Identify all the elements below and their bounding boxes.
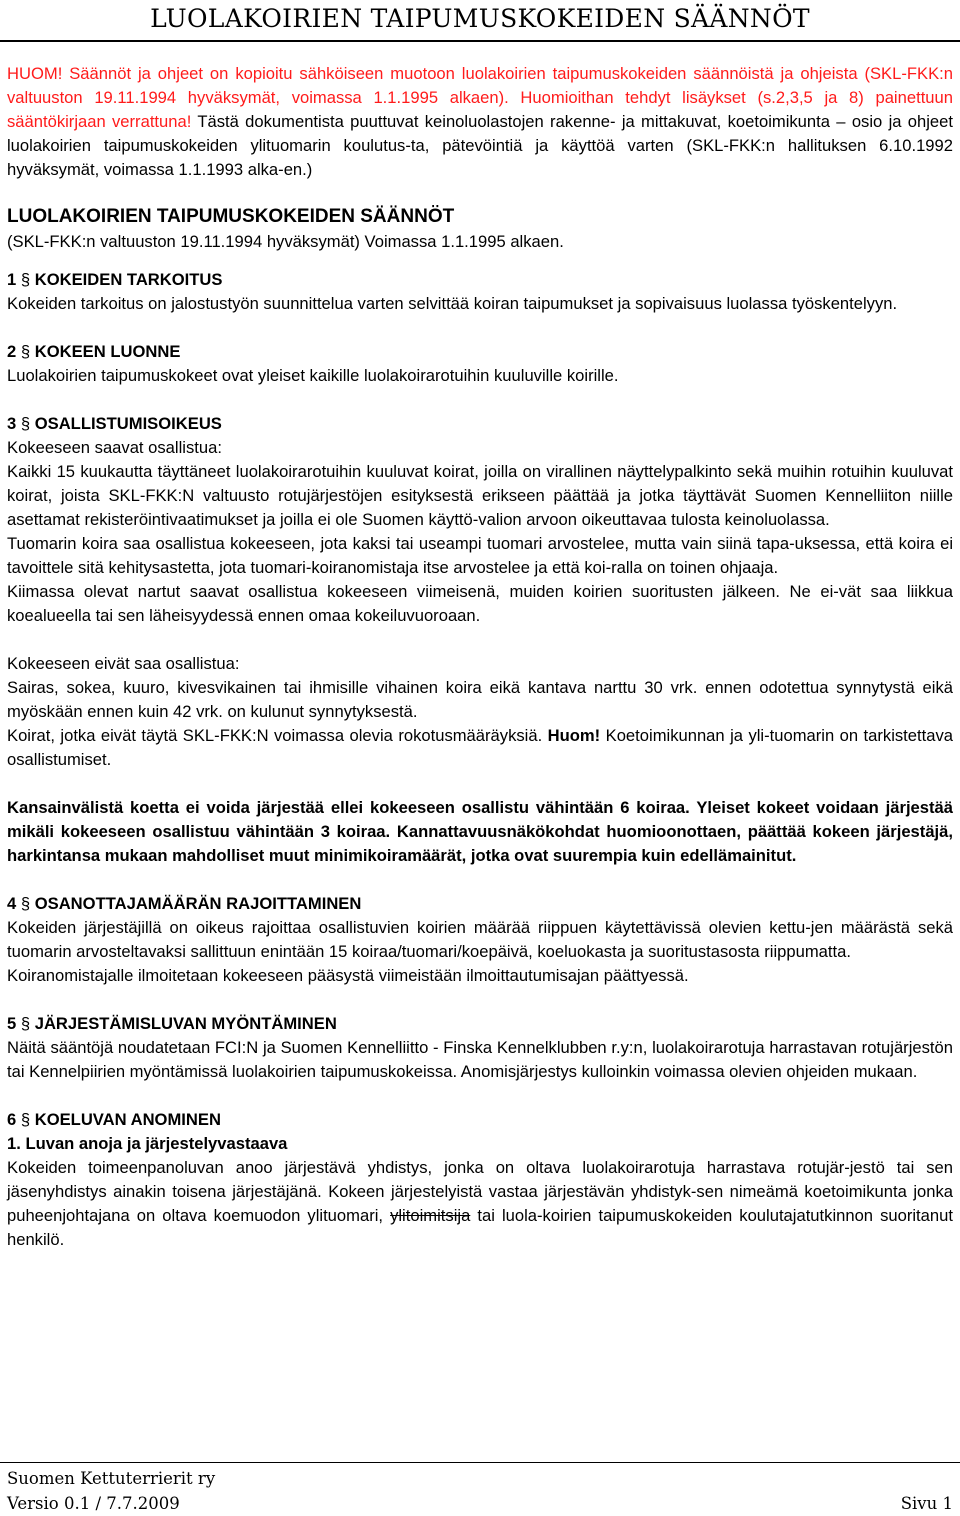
section-3-p2: Kaikki 15 kuukautta täyttäneet luolakoirarotuihin kuuluvat koirat, joilla on virallinen näyttelypalkinto sekä muihin rotuihin kuuluvat koirat, joista SKL-FKK:N valtuusto rotujärjestöjen esityksestä erikseen päättää ja jotka täyttävät Suomen Kennelliiton niille asettamat rekisteröintivaatimukset ja joilla ei ole Suomen käyttö-valion arvoon oikeuttavaa tulosta keinoluolassa. — [7, 462, 953, 529]
notice-red-text: HUOM! Säännöt ja ohjeet on kopioitu sähköiseen muotoon luolakoirien taipumuskokeiden säännöistä ja ohjeista (SKL-FKK:n valtuuston 19.11.1994 hyväksymät, voimassa 1.1.1995 alkaen). Huomioithan tehdyt lisäykset (s.2,3,5 ja 8) painettuun sääntökirjaan verrattuna! — [7, 64, 953, 131]
section-6-p1-struck: ylitoimitsija — [390, 1206, 471, 1225]
section-3-p7-rest: Koetoimikunnan ja yli-tuomarin on tarkistettava osallistumiset. — [7, 726, 953, 769]
section-3-number: 3 — [7, 414, 17, 433]
section-sign: § — [20, 1014, 31, 1033]
section-4-title: OSANOTTAJAMÄÄRÄN RAJOITTAMINEN — [34, 894, 362, 913]
section-3-p7-huom: Huom! — [547, 726, 601, 745]
section-5-number: 5 — [7, 1014, 17, 1033]
document-title: LUOLAKOIRIEN TAIPUMUSKOKEIDEN SÄÄNNÖT — [7, 206, 455, 227]
section-5-heading — [7, 1012, 953, 1036]
section-3-p4: Kiimassa olevat nartut saavat osallistua kokeeseen viimeisenä, muiden koirien suoritusten jälkeen. Ne ei-vät saa liikkua koealueella tai sen läheisyydessä ennen omaa kokeiluvuoroaan. — [7, 582, 953, 625]
section-2-number: 2 — [7, 342, 17, 361]
footer-page-number: Sivu 1 — [900, 1494, 953, 1513]
section-3-p7-text: Koirat, jotka eivät täytä SKL-FKK:N voimassa olevia rokotusmääräyksiä. — [7, 726, 543, 745]
section-3-p6: Sairas, sokea, kuuro, kivesvikainen tai ihmisille vihainen koira eikä kantava narttu 30 vrk. ennen odotettua synnytystä eikä myöskään ennen kuin 42 vrk. on kulunut synnytyksestä. — [7, 678, 953, 721]
section-6-p1 — [7, 1156, 953, 1252]
section-sign: § — [20, 342, 31, 361]
section-1-heading — [7, 268, 953, 292]
section-6-subheading: 1. Luvan anoja ja järjestelyvastaava — [7, 1134, 288, 1153]
section-2-title: KOKEEN LUONNE — [34, 342, 181, 361]
section-2-text: Luolakoirien taipumuskokeet ovat yleiset kaikille luolakoirarotuihin kuuluville koirille. — [7, 366, 619, 385]
page-footer — [7, 1466, 953, 1516]
section-3-p1: Kokeeseen saavat osallistua: — [7, 438, 222, 457]
section-4-p1: Kokeiden järjestäjillä on oikeus rajoittaa osallistuvien koirien määrää riippuen käytettävissä olevien kettu-jen määrästä sekä tuomarin arvosteltavaksi sallittuun enintään 15 koiraa/tuomari/koepäivä, koeluokasta ja suoritustasosta riippumatta. — [7, 918, 953, 961]
section-6-title: KOELUVAN ANOMINEN — [34, 1110, 221, 1129]
section-6-p1-text: Kokeiden toimeenpanoluvan anoo järjestävä yhdistys, jonka on oltava luolakoirarotuja harrastava rotujär-jestö tai sen jäsenyhdistys ainakin toisena järjestäjänä. Kokeen järjestelyistä vastaa järjestävän yhdistyk-sen nimeämä koetoimikunta jonka puheenjohtajana on oltava koemuodon ylituomari, — [7, 1158, 953, 1225]
section-sign: § — [20, 270, 31, 289]
section-3-p5: Kokeeseen eivät saa osallistua: — [7, 654, 240, 673]
section-6-p1-rest: tai luola-koirien taipumuskokeiden koulutajatutkinnon suoritanut henkilö. — [7, 1206, 953, 1249]
section-1-title: KOKEIDEN TARKOITUS — [34, 270, 223, 289]
notice-paragraph — [7, 62, 953, 182]
section-sign: § — [20, 414, 31, 433]
document-body — [7, 62, 953, 1252]
footer-row — [7, 1491, 953, 1516]
section-3-heading — [7, 412, 953, 436]
section-6-heading — [7, 1108, 953, 1132]
footer-org: Suomen Kettuterrierit ry — [7, 1469, 216, 1488]
section-3-p7 — [7, 724, 953, 772]
document-subtitle: (SKL-FKK:n valtuuston 19.11.1994 hyväksymät) Voimassa 1.1.1995 alkaen. — [7, 232, 564, 251]
section-sign: § — [20, 894, 31, 913]
section-5-p1: Näitä sääntöjä noudatetaan FCI:N ja Suomen Kennelliitto - Finska Kennelklubben r.y:n, luolakoirarotuja harrastavan rotujärjestön tai Kennelpiirien myöntämissä luolakoirien taipumuskokeissa. Anomisjärjestys kulloinkin voimassa olevien ohjeiden mukaan. — [7, 1038, 953, 1081]
section-3-p3: Tuomarin koira saa osallistua kokeeseen, jota kaksi tai useampi tuomari arvostelee, mutta vain siinä tapa-uksessa, että koira ei tavoittele sitä kehitysastetta, jota tuomari-koiranomistaja itse arvostelee ja että koi-ralla on toinen ohjaaja. — [7, 534, 953, 577]
section-4-number: 4 — [7, 894, 17, 913]
section-3-title: OSALLISTUMISOIKEUS — [34, 414, 222, 433]
footer-divider — [0, 1462, 960, 1463]
section-6-number: 6 — [7, 1110, 17, 1129]
section-4-p2: Koiranomistajalle ilmoitetaan kokeeseen pääsystä viimeistään ilmoittautumisajan päättyessä. — [7, 966, 689, 985]
footer-version: Versio 0.1 / 7.7.2009 — [7, 1494, 180, 1513]
header-divider — [0, 40, 960, 42]
section-5-title: JÄRJESTÄMISLUVAN MYÖNTÄMINEN — [34, 1014, 337, 1033]
section-2-heading — [7, 340, 953, 364]
section-1-text: Kokeiden tarkoitus on jalostustyön suunnittelua varten selvittää koiran taipumukset ja sopivaisuus luolassa työskentelyyn. — [7, 294, 898, 313]
section-4-heading — [7, 892, 953, 916]
section-1-number: 1 — [7, 270, 17, 289]
notice-text: Tästä dokumentista puuttuvat keinoluolastojen rakenne- ja mittakuvat, koetoimikunta – osio ja ohjeet luolakoirien taipumuskokeiden ylituomarin koulutus-ta, pätevöintiä ja käyttöä varten (SKL-FKK:n hallituksen 6.10.1992 hyväksymät, voimassa 1.1.1993 alka-en.) — [7, 112, 953, 179]
section-sign: § — [20, 1110, 31, 1129]
page-header: LUOLAKOIRIEN TAIPUMUSKOKEIDEN SÄÄNNÖT — [150, 4, 810, 33]
section-3-bold-paragraph: Kansainvälistä koetta ei voida järjestää ellei kokeeseen osallistu vähintään 6 koiraa. Yleiset kokeet voidaan järjestää mikäli kokeeseen osallistuu vähintään 3 koiraa. Kannattavuusnäkökohdat huomioonottaen, päättää kokeen järjestäjä, harkintansa mukaan mahdolliset muut minimikoiramäärät, jotka ovat suurempia kuin edellämainitut. — [7, 798, 953, 865]
